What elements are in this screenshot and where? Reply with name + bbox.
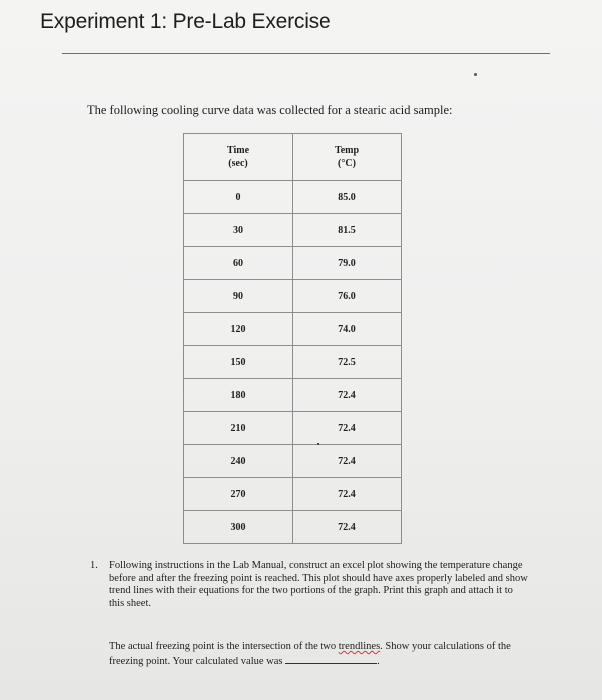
temp-cell: 79.0 bbox=[293, 247, 402, 280]
table-row bbox=[184, 511, 402, 544]
cooling-curve-table bbox=[183, 133, 402, 544]
temp-cell: 72.4 bbox=[293, 478, 402, 511]
time-cell: 0 bbox=[184, 181, 293, 214]
question-1 bbox=[90, 560, 530, 610]
table-header-row bbox=[184, 134, 402, 181]
table-row bbox=[184, 181, 402, 214]
table-row bbox=[184, 280, 402, 313]
table-row bbox=[184, 247, 402, 280]
table-row bbox=[184, 478, 402, 511]
temp-cell: 72.4 bbox=[293, 445, 402, 478]
table-row bbox=[184, 445, 402, 478]
table-row bbox=[184, 412, 402, 445]
temp-cell: 72.5 bbox=[293, 346, 402, 379]
table-row bbox=[184, 313, 402, 346]
temp-cell: 76.0 bbox=[293, 280, 402, 313]
time-cell: 210 bbox=[184, 412, 293, 445]
temp-column-header: Temp (°C) bbox=[293, 134, 402, 181]
time-cell: 30 bbox=[184, 214, 293, 247]
title-divider bbox=[62, 53, 550, 54]
table-row bbox=[184, 379, 402, 412]
time-cell: 60 bbox=[184, 247, 293, 280]
temp-cell: 72.4 bbox=[293, 511, 402, 544]
time-cell: 180 bbox=[184, 379, 293, 412]
page-title: Experiment 1: Pre-Lab Exercise bbox=[40, 10, 331, 33]
table-row bbox=[184, 346, 402, 379]
question-text: Following instructions in the Lab Manual, construct an excel plot showing the temperature change before and after the freezing point is reached. This plot should have axes properly labeled and show trend lines with their equations for the two portions of the graph. Print this graph and attach it to this sheet. bbox=[109, 560, 528, 609]
temp-cell: 85.0 bbox=[293, 181, 402, 214]
time-cell: 150 bbox=[184, 346, 293, 379]
temp-cell: 72.4 bbox=[293, 412, 402, 445]
stray-mark bbox=[474, 73, 477, 76]
time-cell: 240 bbox=[184, 445, 293, 478]
time-cell: 90 bbox=[184, 280, 293, 313]
time-column-header: Time (sec) bbox=[184, 134, 293, 181]
spellcheck-flagged-word: trendlines bbox=[338, 641, 381, 652]
question-number: 1. bbox=[90, 560, 98, 571]
temp-cell: 72.4 bbox=[293, 379, 402, 412]
freezing-point-note bbox=[109, 641, 539, 668]
time-cell: 300 bbox=[184, 511, 293, 544]
intro-text: The following cooling curve data was collected for a stearic acid sample: bbox=[87, 103, 453, 117]
note-text-end: . bbox=[377, 655, 380, 667]
time-cell: 120 bbox=[184, 313, 293, 346]
table-row bbox=[184, 214, 402, 247]
time-cell: 270 bbox=[184, 478, 293, 511]
temp-cell: 81.5 bbox=[293, 214, 402, 247]
stray-mark bbox=[317, 443, 319, 445]
note-text-before: The actual freezing point is the intersection of the two bbox=[109, 641, 339, 652]
answer-blank[interactable] bbox=[285, 654, 377, 664]
temp-cell: 74.0 bbox=[293, 313, 402, 346]
note-text-after: . Show your calculations of the freezing point. Your calculated value was bbox=[109, 641, 511, 667]
